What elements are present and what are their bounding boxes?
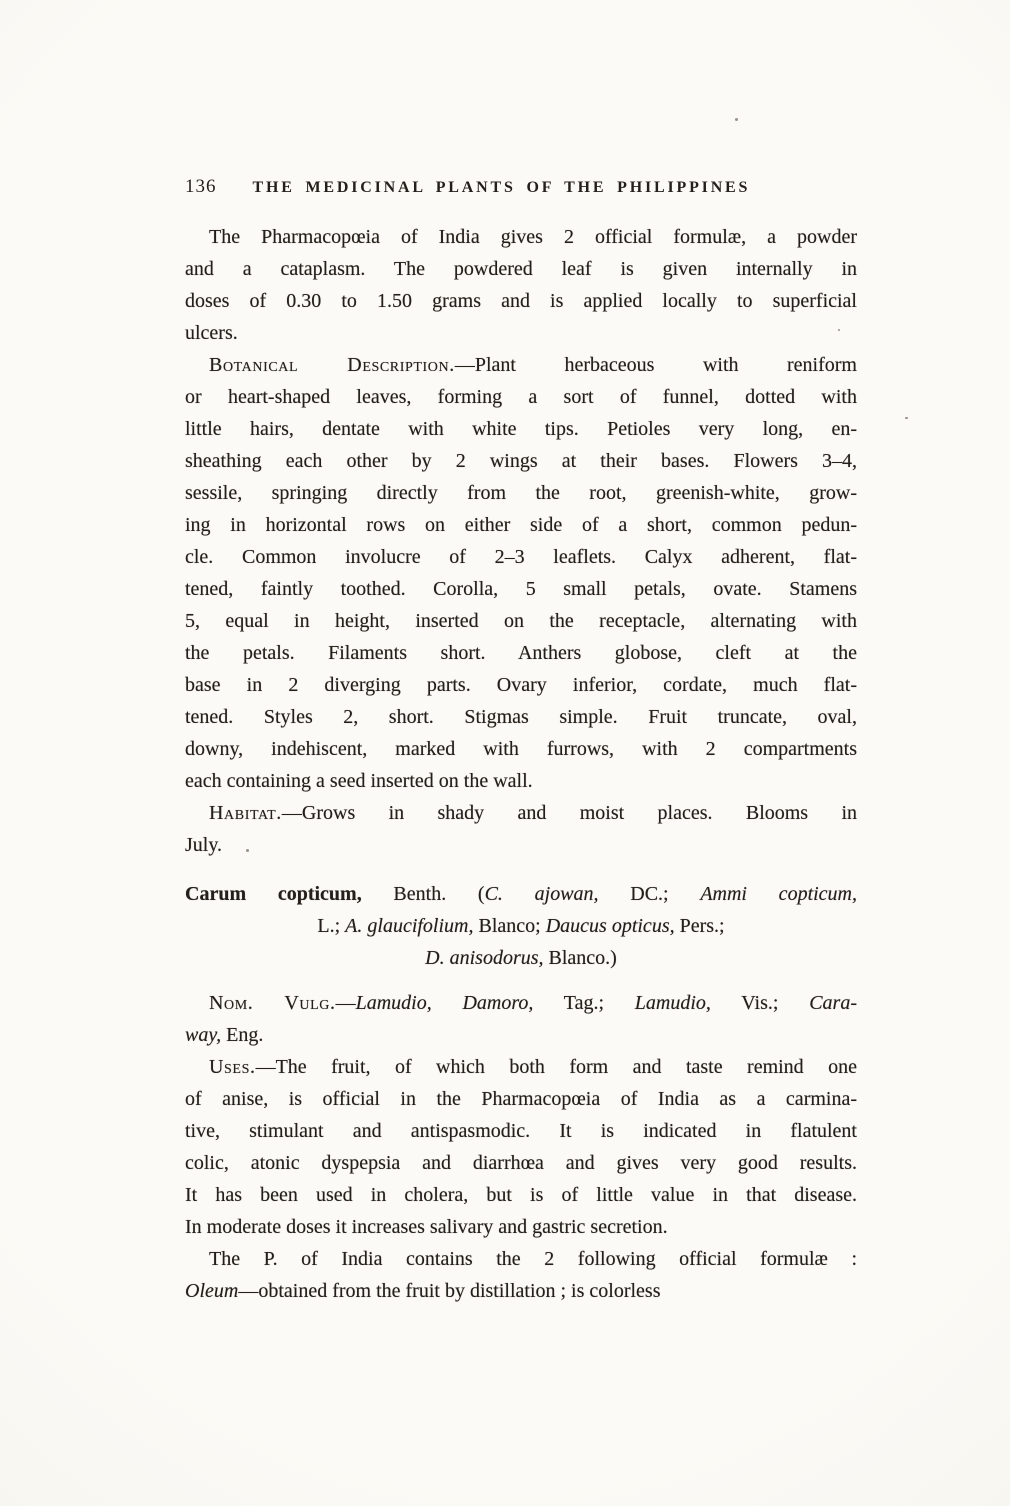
text-segment: D. anisodorus, bbox=[425, 947, 544, 969]
text-segment: Eng. bbox=[221, 1024, 264, 1046]
text-segment: sessile, springing directly from the root, greenish-white, grow- bbox=[185, 482, 857, 504]
text-segment: way, bbox=[185, 1024, 222, 1046]
paragraph-habitat bbox=[185, 797, 857, 861]
text-segment: The P. of India contains the 2 following official formulæ : bbox=[209, 1248, 857, 1270]
text-line bbox=[185, 317, 857, 349]
text-segment: cle. Common involucre of 2–3 leaflets. Calyx adherent, flat- bbox=[185, 546, 857, 568]
page-body bbox=[185, 221, 857, 1307]
text-line bbox=[185, 637, 857, 669]
text-line bbox=[185, 701, 857, 733]
page-number: 136 bbox=[185, 176, 217, 197]
text-line bbox=[185, 285, 857, 317]
text-segment: In moderate doses it increases salivary and gastric secretion. bbox=[185, 1216, 668, 1238]
text-segment: Habitat. bbox=[209, 802, 282, 824]
text-line bbox=[185, 413, 857, 445]
scan-speck bbox=[905, 417, 908, 419]
text-segment: 5, equal in height, inserted on the receptacle, alternating with bbox=[185, 610, 857, 632]
text-line bbox=[185, 942, 857, 974]
running-title: THE MEDICINAL PLANTS OF THE PHILIPPINES bbox=[252, 179, 751, 196]
species-heading-carum-copticum bbox=[185, 878, 857, 974]
text-segment: Nom. Vulg. bbox=[209, 992, 336, 1014]
text-segment: sheathing each other by 2 wings at their bases. Flowers 3–4, bbox=[185, 450, 857, 472]
text-segment: or heart-shaped leaves, forming a sort of funnel, dotted with bbox=[185, 386, 857, 408]
text-segment: — bbox=[335, 992, 356, 1014]
text-segment: colic, atonic dyspepsia and diarrhœa and gives very good results. bbox=[185, 1152, 857, 1174]
text-line bbox=[185, 221, 857, 253]
text-line bbox=[185, 910, 857, 942]
scan-speck bbox=[246, 849, 249, 852]
text-segment: tened. Styles 2, short. Stigmas simple. Fruit truncate, oval, bbox=[185, 706, 857, 728]
text-line bbox=[185, 1211, 857, 1243]
paragraph-uses bbox=[185, 1051, 857, 1243]
text-segment: downy, indehiscent, marked with furrows, with 2 compartments bbox=[185, 738, 857, 760]
text-segment: Lamudio, bbox=[634, 992, 711, 1014]
text-line bbox=[185, 797, 857, 829]
text-line bbox=[185, 1115, 857, 1147]
text-line bbox=[185, 541, 857, 573]
scan-speck bbox=[838, 329, 840, 331]
text-segment: Lamudio, Damoro, bbox=[355, 992, 534, 1014]
text-segment: —Grows in shady and moist places. Blooms in bbox=[281, 802, 857, 824]
text-segment: Benth. ( bbox=[361, 883, 485, 905]
text-line bbox=[185, 1243, 857, 1275]
text-segment: and a cataplasm. The powdered leaf is given internally in bbox=[185, 258, 857, 280]
text-line bbox=[185, 573, 857, 605]
text-segment: ulcers. bbox=[185, 322, 238, 344]
text-line bbox=[185, 733, 857, 765]
text-segment: —Plant herbaceous with reniform bbox=[454, 354, 857, 376]
text-segment: C. ajowan, bbox=[484, 883, 599, 905]
paragraph-oleum-formulae bbox=[185, 1243, 857, 1307]
text-segment: —obtained from the fruit by distillation ; is colorless bbox=[238, 1280, 661, 1302]
text-segment: of anise, is official in the Pharmacopœia of India as a carmina- bbox=[185, 1088, 857, 1110]
text-line bbox=[185, 381, 857, 413]
text-line bbox=[185, 1019, 857, 1051]
scan-speck bbox=[735, 118, 738, 121]
text-segment: the petals. Filaments short. Anthers globose, cleft at the bbox=[185, 642, 857, 664]
text-segment: July. bbox=[185, 834, 223, 856]
text-segment: Uses. bbox=[209, 1056, 256, 1078]
text-segment: Botanical Description. bbox=[209, 354, 455, 376]
text-segment: Ammi copticum, bbox=[700, 883, 857, 905]
text-segment: little hairs, dentate with white tips. Petioles very long, en- bbox=[185, 418, 857, 440]
text-segment: tened, faintly toothed. Corolla, 5 small petals, ovate. Stamens bbox=[185, 578, 857, 600]
text-segment: Blanco; bbox=[473, 915, 546, 937]
text-segment: Tag.; bbox=[533, 992, 635, 1014]
text-segment: Daucus opticus, bbox=[545, 915, 675, 937]
text-segment: —The fruit, of which both form and taste remind one bbox=[255, 1056, 857, 1078]
text-line bbox=[185, 509, 857, 541]
text-line bbox=[185, 829, 857, 861]
paragraph-pharmacopoeia-formulae bbox=[185, 221, 857, 349]
text-segment: It has been used in cholera, but is of little value in that disease. bbox=[185, 1184, 857, 1206]
paragraph-nom-vulg bbox=[185, 987, 857, 1051]
text-line bbox=[185, 445, 857, 477]
text-line bbox=[185, 1179, 857, 1211]
text-line bbox=[185, 1275, 857, 1307]
text-segment: Blanco.) bbox=[543, 947, 617, 969]
text-line bbox=[185, 477, 857, 509]
text-line bbox=[185, 669, 857, 701]
text-line bbox=[185, 765, 857, 797]
text-line bbox=[185, 253, 857, 285]
text-segment: Pers.; bbox=[674, 915, 725, 937]
text-segment: base in 2 diverging parts. Ovary inferior, cordate, much flat- bbox=[185, 674, 857, 696]
text-segment: Cara- bbox=[809, 992, 857, 1014]
text-segment: The Pharmacopœia of India gives 2 official formulæ, a powder bbox=[209, 226, 857, 248]
text-line bbox=[185, 349, 857, 381]
text-line bbox=[185, 987, 857, 1019]
text-line bbox=[185, 1083, 857, 1115]
text-segment: Oleum bbox=[185, 1280, 239, 1302]
paragraph-botanical-description bbox=[185, 349, 857, 797]
text-segment: ing in horizontal rows on either side of a short, common pedun- bbox=[185, 514, 857, 536]
text-segment: tive, stimulant and antispasmodic. It is indicated in flatulent bbox=[185, 1120, 857, 1142]
text-segment: doses of 0.30 to 1.50 grams and is applied locally to superficial bbox=[185, 290, 857, 312]
text-line bbox=[185, 1051, 857, 1083]
text-line bbox=[185, 878, 857, 910]
text-segment: L.; bbox=[317, 915, 346, 937]
text-segment: Vis.; bbox=[710, 992, 810, 1014]
text-segment: Carum copticum, bbox=[185, 883, 362, 905]
text-segment: each containing a seed inserted on the wall. bbox=[185, 770, 533, 792]
page-header bbox=[185, 176, 857, 198]
text-line bbox=[185, 605, 857, 637]
text-line bbox=[185, 1147, 857, 1179]
text-segment: A. glaucifolium, bbox=[345, 915, 474, 937]
text-column bbox=[185, 176, 857, 1307]
text-segment: DC.; bbox=[598, 883, 701, 905]
